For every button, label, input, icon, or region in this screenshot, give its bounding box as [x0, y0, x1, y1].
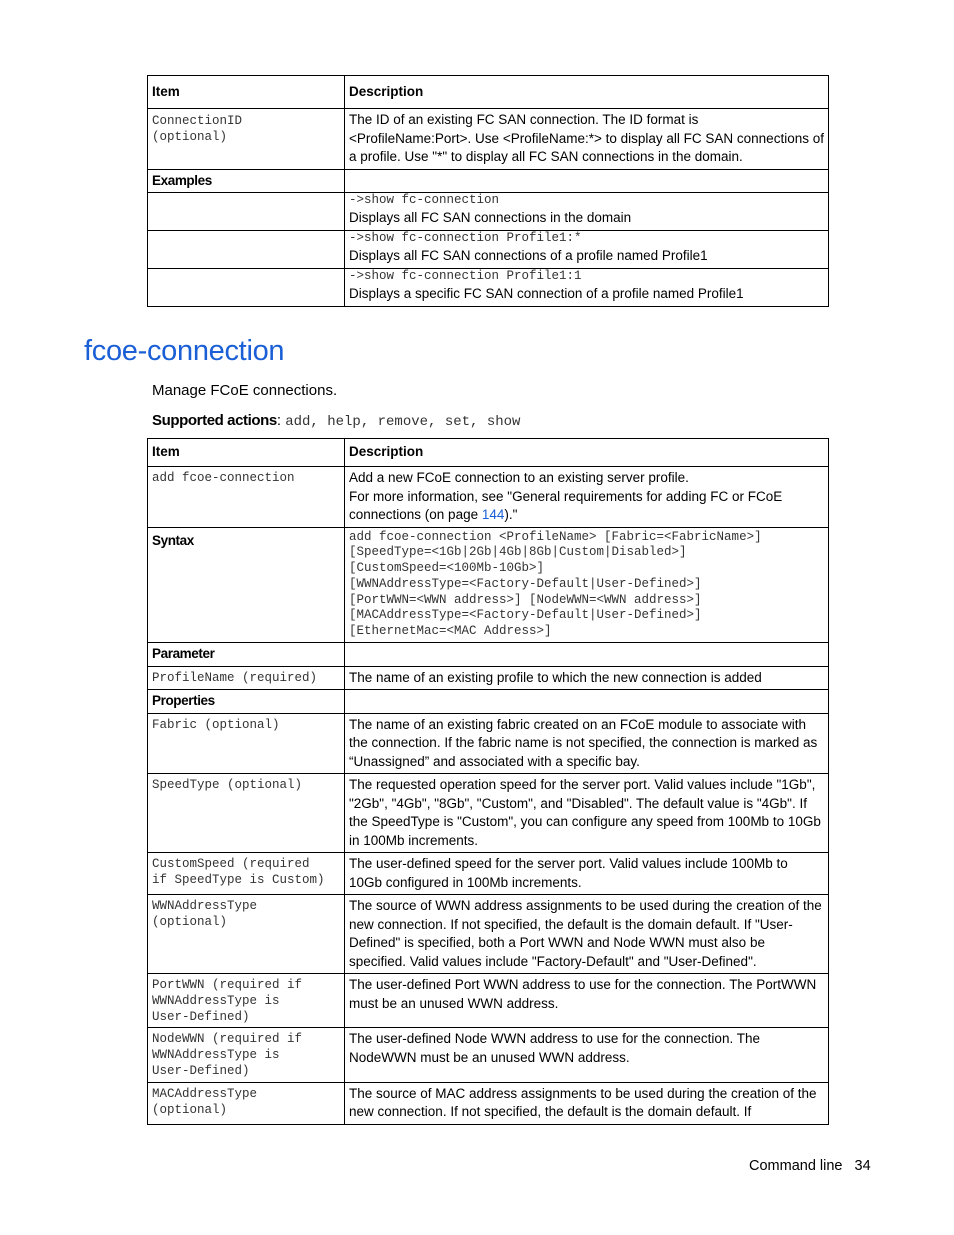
syntax-row — [148, 527, 829, 643]
table-row — [148, 1028, 829, 1082]
page-link[interactable]: 144 — [481, 507, 505, 522]
description-cell: The requested operation speed for the server port. Valid values include "1Gb", "2Gb", "4Gb", "8Gb", "Custom", and "Disabled". The default value is "4Gb". If the SpeedType is "Custom", you can configure any speed from 100Mb to 10Gb in 100Mb increments. — [345, 774, 829, 853]
item-cell — [148, 1082, 345, 1124]
table-row — [148, 853, 829, 895]
syntax-cell — [345, 527, 829, 643]
item-text: ProfileName (required) — [152, 670, 318, 685]
example-command: ->show fc-connection — [349, 193, 500, 207]
table-row — [148, 1082, 829, 1124]
properties-label-row — [148, 690, 829, 714]
example-cell — [345, 269, 829, 307]
item-cell — [148, 895, 345, 974]
table-row — [148, 467, 829, 528]
item-cell — [148, 853, 345, 895]
item-text: PortWWN (required if WWNAddressType is User-Defined) — [152, 978, 303, 1024]
example-text: Displays a specific FC SAN connection of a profile named Profile1 — [349, 285, 744, 301]
table-row — [148, 666, 829, 690]
page-footer — [749, 1158, 871, 1174]
fc-connection-table — [147, 75, 829, 307]
example-row — [148, 269, 829, 307]
description-text: For more information, see "General requirements for adding FC or FCoE connections (on page — [349, 488, 783, 522]
example-row — [148, 193, 829, 231]
empty-cell — [345, 643, 829, 667]
item-text: WWNAddressType (optional) — [152, 899, 258, 929]
example-command: ->show fc-connection Profile1:* — [349, 231, 582, 245]
item-cell — [148, 774, 345, 853]
description-line: Add a new FCoE connection to an existing server profile. — [349, 470, 689, 485]
item-cell — [148, 109, 345, 170]
description-text: )." — [504, 507, 518, 522]
item-text: MACAddressType (optional) — [152, 1086, 258, 1117]
examples-label: Examples — [148, 169, 345, 193]
table-row — [148, 713, 829, 774]
description-cell: The user-defined Port WWN address to use for the connection. The PortWWN must be an unused WWN address. — [345, 974, 829, 1028]
syntax-text: add fcoe-connection <ProfileName> [Fabric=<FabricName>] [SpeedType=<1Gb|2Gb|4Gb|8Gb|Custom|Disabled>] [CustomSpeed=<100Mb-10Gb>] [WWNAddressType=<Factory-Default|User-Defined>] [PortWWN=<WWN address>] [NodeWWN=<WWN address>] [MACAddressType=<Factory-Default|User-Defined>] [EthernetMac=<MAC Address>] — [349, 529, 762, 639]
empty-cell — [148, 231, 345, 269]
fcoe-connection-table — [147, 438, 829, 1125]
table-row — [148, 895, 829, 974]
footer-section: Command line — [749, 1158, 843, 1174]
supported-actions-label: Supported actions — [152, 412, 277, 429]
syntax-label: Syntax — [148, 527, 345, 643]
page-number: 34 — [854, 1158, 871, 1174]
empty-cell — [345, 690, 829, 714]
example-cell — [345, 193, 829, 231]
item-text: add fcoe-connection — [152, 471, 295, 485]
item-header: Item — [148, 76, 345, 109]
description-cell: The name of an existing fabric created on an FCoE module to associate with the connection. If the fabric name is not specified, the connection is marked as “Unassigned” and associated with a specific bay. — [345, 713, 829, 774]
examples-row — [148, 169, 829, 193]
description-line — [349, 488, 824, 525]
parameter-label: Parameter — [148, 643, 345, 667]
supported-actions-list: add, help, remove, set, show — [285, 414, 521, 430]
table-row — [148, 974, 829, 1028]
description-header: Description — [345, 439, 829, 467]
empty-cell — [148, 269, 345, 307]
item-text: NodeWWN (required if WWNAddressType is User-Defined) — [152, 1032, 303, 1079]
empty-cell — [148, 193, 345, 231]
item-cell — [148, 713, 345, 774]
item-cell — [148, 1028, 345, 1082]
item-cell — [148, 974, 345, 1028]
example-cell — [345, 231, 829, 269]
table-row — [148, 109, 829, 170]
item-cell — [148, 666, 345, 690]
description-cell — [345, 467, 829, 528]
parameter-label-row — [148, 643, 829, 667]
table-header-row — [148, 76, 829, 109]
item-text: CustomSpeed (required if SpeedType is Custom) — [152, 857, 325, 887]
example-command: ->show fc-connection Profile1:1 — [349, 269, 582, 283]
item-text: Fabric (optional) — [152, 717, 280, 732]
supported-actions: Supported actions: add, help, remove, set, show — [152, 412, 521, 430]
description-cell: The ID of an existing FC SAN connection. The ID format is <ProfileName:Port>. Use <ProfileName:*> to display all FC SAN connections of a profile. Use "*" to display all FC SAN connections in the domain. — [345, 109, 829, 170]
example-text: Displays all FC SAN connections of a profile named Profile1 — [349, 247, 708, 263]
section-intro: Manage FCoE connections. — [152, 382, 338, 399]
item-cell — [148, 467, 345, 528]
description-header: Description — [345, 76, 829, 109]
example-text: Displays all FC SAN connections in the domain — [349, 209, 632, 225]
table-row — [148, 774, 829, 853]
description-cell: The source of MAC address assignments to be used during the creation of the new connection. If not specified, the default is the domain default. If — [345, 1082, 829, 1124]
section-title: fcoe-connection — [84, 335, 285, 367]
description-cell: The source of WWN address assignments to be used during the creation of the new connection. If not specified, the default is the domain default. If "User-Defined" is specified, both a Port WWN and Node WWN must also be specified. Valid values include "Factory-Default" and "User-Defined". — [345, 895, 829, 974]
item-header: Item — [148, 439, 345, 467]
description-cell: The name of an existing profile to which the new connection is added — [345, 666, 829, 690]
item-text: SpeedType (optional) — [152, 778, 303, 793]
item-text: ConnectionID (optional) — [152, 114, 243, 144]
description-cell: The user-defined speed for the server port. Valid values include 100Mb to 10Gb configured in 100Mb increments. — [345, 853, 829, 895]
table-header-row — [148, 439, 829, 467]
description-cell: The user-defined Node WWN address to use for the connection. The NodeWWN must be an unused WWN address. — [345, 1028, 829, 1082]
empty-cell — [345, 169, 829, 193]
example-row — [148, 231, 829, 269]
properties-label: Properties — [148, 690, 345, 714]
